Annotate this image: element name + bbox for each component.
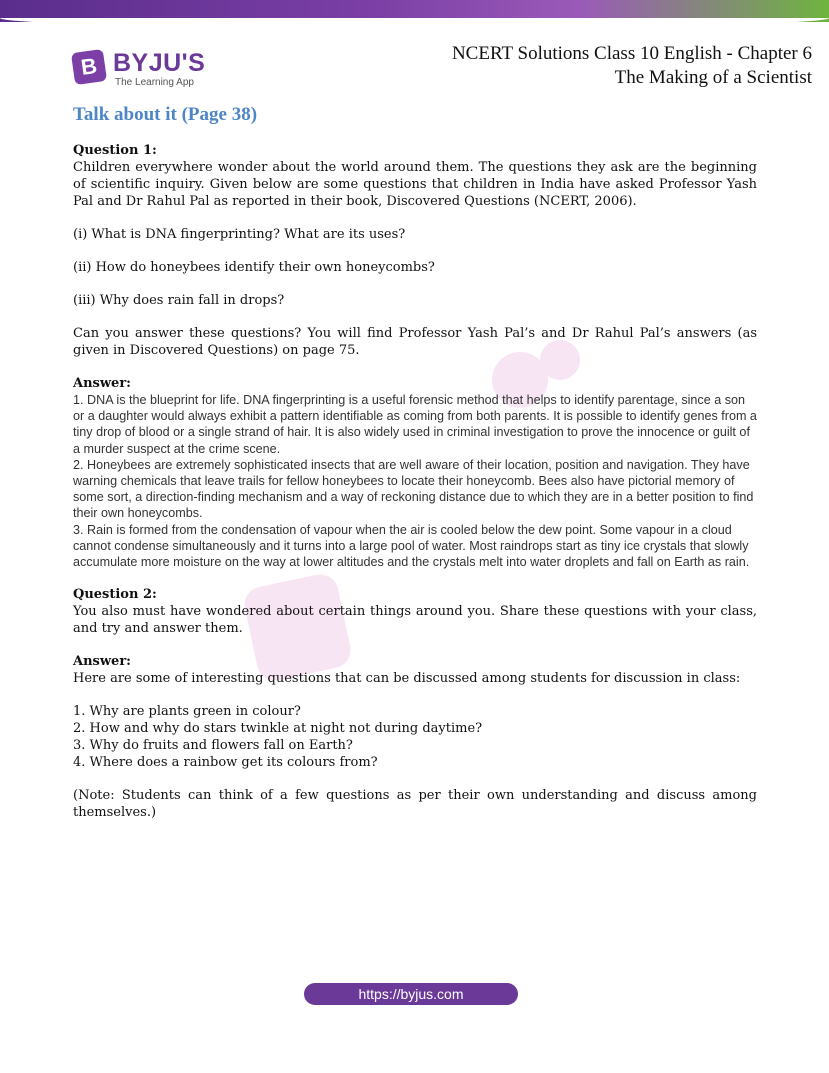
top-banner xyxy=(0,0,829,22)
answer-2-item: 3. Why do fruits and flowers fall on Earth? xyxy=(73,738,353,754)
question-2-label: Question 2: xyxy=(73,587,157,603)
page-header xyxy=(452,42,812,90)
answer-2-label: Answer: xyxy=(73,654,131,670)
section-title: Talk about it (Page 38) xyxy=(73,104,258,125)
question-1-intro: Children everywhere wonder about the world around them. The questions they ask are the beginning of scientific inquiry. Given below are some questions that children in India have asked Professor Yash Pal and Dr Rahul Pal as reported in their book, Discovered Questions (NCERT, 2006). xyxy=(73,160,757,209)
logo-wordmark: BYJU'S xyxy=(113,49,206,77)
question-2-text: You also must have wondered about certain things around you. Share these questions with your class, and try and answer them. xyxy=(73,604,757,637)
question-1-item: (iii) Why does rain fall in drops? xyxy=(73,293,285,308)
answer-2-item: 2. How and why do stars twinkle at night not during daytime? xyxy=(73,721,483,737)
question-1-closing: Can you answer these questions? You will find Professor Yash Pal’s and Dr Rahul Pal’s answers (as given in Discovered Questions) on page 75. xyxy=(73,326,757,358)
byjus-logo xyxy=(73,47,223,89)
question-1-item: (i) What is DNA fingerprinting? What are its uses? xyxy=(73,227,406,242)
logo-tagline: The Learning App xyxy=(115,77,194,88)
header-line-2: The Making of a Scientist xyxy=(614,67,812,88)
answer-1-body xyxy=(73,392,757,570)
question-1-item: (ii) How do honeybees identify their own honeycombs? xyxy=(73,260,435,275)
answer-2-item: 4. Where does a rainbow get its colours from? xyxy=(73,755,378,771)
answer-2-item: 1. Why are plants green in colour? xyxy=(73,704,301,720)
answer-1-point: 1. DNA is the blueprint for life. DNA fingerprinting is a useful forensic method that helps to identify parentage, since a son or a daughter would always exhibit a pattern identifiable as coming from both parents. It is possible to identify genes from a tiny drop of blood or a single strand of hair. It is also widely used in criminal investigation to prove the innocence or guilt of a murder suspect at the crime scene. xyxy=(73,393,757,456)
logo-mark: B xyxy=(71,49,107,85)
answer-1-point: 2. Honeybees are extremely sophisticated insects that are well aware of their location, position and navigation. They have warning chemicals that leave trails for fellow honeybees to locate their honeycomb. Bees also have pictorial memory of some sort, a direction-finding mechanism and a way of reckoning distance due to which they are in a better position to find their own honeycombs. xyxy=(73,457,754,521)
answer-2-note: (Note: Students can think of a few questions as per their own understanding and discuss among themselves.) xyxy=(73,788,757,821)
answer-2-intro: Here are some of interesting questions that can be discussed among students for discussion in class: xyxy=(73,671,741,687)
answer-1-label: Answer: xyxy=(73,376,131,391)
header-line-1: NCERT Solutions Class 10 English - Chapter 6 xyxy=(451,43,812,64)
question-1-label: Question 1: xyxy=(73,143,157,158)
page-content xyxy=(73,106,757,821)
answer-1-point: 3. Rain is formed from the condensation of vapour when the air is cooled below the dew point. Some vapour in a cloud cannot condense simultaneously and it turns into a large pool of water. Most raindrops start as tiny ice crystals that slowly accumulate more moisture on the way at lower altitudes and the crystals melt into water droplets and fall on Earth as rain. xyxy=(73,522,750,570)
footer-link[interactable]: https://byjus.com xyxy=(304,983,518,1005)
